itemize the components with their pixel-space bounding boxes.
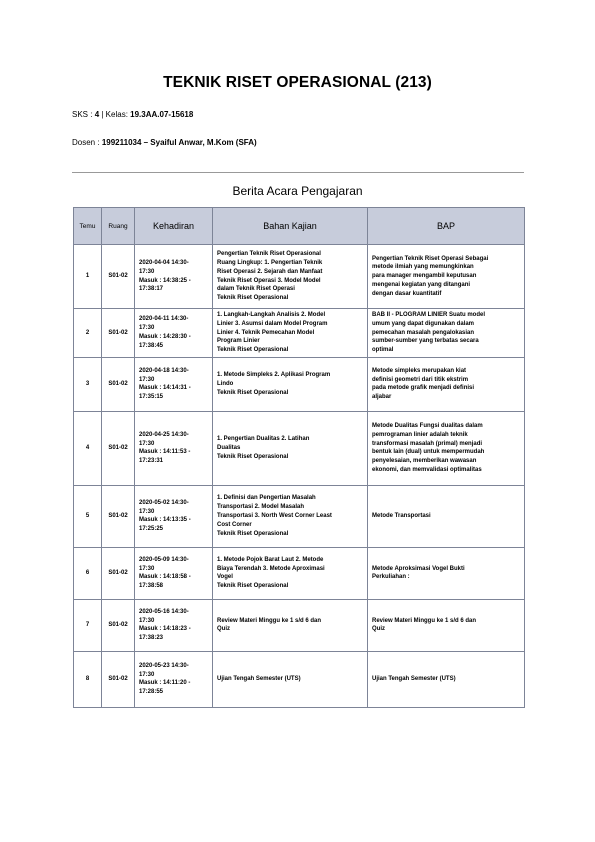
- cell-ruang-text: S01-02: [108, 381, 128, 388]
- cell-temu-text: 2: [85, 329, 90, 336]
- cell-temu: [74, 357, 102, 411]
- table-row: [74, 309, 525, 358]
- cell-ruang-text: S01-02: [108, 676, 128, 683]
- table-header-row: [74, 208, 525, 245]
- cell-bap: [368, 485, 525, 547]
- cell-ruang: [102, 245, 135, 309]
- cell-ruang: [102, 651, 135, 707]
- cell-bahan-kajian: [213, 547, 368, 599]
- cell-bahan-kajian-text: 1. Langkah-Langkah Analisis 2. Model Linier 3. Asumsi dalam Model Program Linier 4. Teknik Pemecahan Model Program Linier Teknik Riset Operasional: [217, 312, 328, 354]
- header-temu: Temu: [74, 208, 102, 245]
- cell-bap: [368, 411, 525, 485]
- cell-bahan-kajian: [213, 485, 368, 547]
- cell-kehadiran-text: 2020-04-04 14:30- 17:30 Masuk : 14:38:25 - 17:38:17: [139, 259, 191, 293]
- cell-ruang-text: S01-02: [108, 513, 128, 520]
- cell-kehadiran-text: 2020-05-23 14:30- 17:30 Masuk : 14:11:20 - 17:28:55: [139, 662, 191, 696]
- cell-ruang-text: S01-02: [108, 570, 128, 577]
- cell-bap-text: Metode Transportasi: [372, 513, 431, 520]
- cell-kehadiran-text: 2020-05-02 14:30- 17:30 Masuk : 14:13:35 - 17:25:25: [139, 499, 191, 533]
- cell-bap-text: Pengertian Teknik Riset Operasi Sebagai metode ilmiah yang memungkinkan para manager mengambil keputusan mengenai kegiatan yang ditangani dengan dasar kuantitatif: [372, 255, 489, 297]
- cell-temu-text: 6: [85, 570, 90, 577]
- cell-kehadiran: [135, 245, 213, 309]
- cell-bahan-kajian: [213, 599, 368, 651]
- dosen-label: Dosen :: [72, 138, 100, 147]
- cell-bap: [368, 651, 525, 707]
- cell-temu-text: 8: [85, 676, 90, 683]
- cell-temu: [74, 651, 102, 707]
- cell-bap-text: Metode Aproksimasi Vogel Bukti Perkuliahan :: [372, 565, 465, 581]
- cell-kehadiran-text: 2020-04-18 14:30- 17:30 Masuk : 14:14:31 - 17:35:15: [139, 367, 191, 401]
- cell-bahan-kajian: [213, 357, 368, 411]
- cell-bap: [368, 309, 525, 358]
- cell-kehadiran: [135, 547, 213, 599]
- cell-bap-text: Ujian Tengah Semester (UTS): [372, 676, 456, 683]
- teaching-record-table: [73, 207, 525, 708]
- cell-bap: [368, 245, 525, 309]
- table-row: [74, 599, 525, 651]
- divider: [72, 172, 524, 173]
- table-row: [74, 651, 525, 707]
- cell-kehadiran: [135, 599, 213, 651]
- cell-bap: [368, 599, 525, 651]
- cell-bahan-kajian-text: 1. Pengertian Dualitas 2. Latihan Dualitas Teknik Riset Operasional: [217, 436, 310, 460]
- cell-temu-text: 4: [85, 445, 90, 452]
- table-row: [74, 411, 525, 485]
- cell-kehadiran: [135, 651, 213, 707]
- cell-temu-text: 5: [85, 513, 90, 520]
- cell-bap: [368, 357, 525, 411]
- table-row: [74, 547, 525, 599]
- table-row: [74, 485, 525, 547]
- cell-ruang: [102, 547, 135, 599]
- cell-bap-text: Review Materi Minggu ke 1 s/d 6 dan Quiz: [372, 617, 477, 633]
- document-title: TEKNIK RISET OPERASIONAL (213): [163, 74, 432, 91]
- cell-ruang: [102, 485, 135, 547]
- course-info-line: [72, 110, 193, 119]
- table-row: [74, 357, 525, 411]
- cell-ruang: [102, 309, 135, 358]
- cell-ruang-text: S01-02: [108, 273, 128, 280]
- cell-ruang: [102, 599, 135, 651]
- header-bap: BAP: [368, 208, 525, 245]
- cell-temu: [74, 485, 102, 547]
- cell-bahan-kajian-text: Pengertian Teknik Riset Operasional Ruang Lingkup: 1. Pengertian Teknik Riset Operasi 2. Sejarah dan Manfaat Teknik Riset Operasi 3. Model Model dalam Teknik Riset Operasi Teknik Riset Operasional: [217, 251, 323, 302]
- cell-bahan-kajian-text: Ujian Tengah Semester (UTS): [217, 676, 301, 683]
- header-bahan-kajian: Bahan Kajian: [213, 208, 368, 245]
- sks-value: 4: [94, 110, 100, 119]
- cell-bahan-kajian: [213, 651, 368, 707]
- cell-bap-text: Metode simpleks merupakan kiat definisi geometri dari titik ekstrim pada metode grafik menjadi definisi aljabar: [372, 367, 475, 401]
- cell-temu: [74, 411, 102, 485]
- lecturer-info-line: [72, 138, 257, 147]
- cell-bahan-kajian: [213, 411, 368, 485]
- cell-temu-text: 3: [85, 381, 90, 388]
- cell-bahan-kajian: [213, 245, 368, 309]
- cell-temu: [74, 547, 102, 599]
- cell-bahan-kajian-text: 1. Definisi dan Pengertian Masalah Transportasi 2. Model Masalah Transportasi 3. North West Corner Least Cost Corner Teknik Riset Operasional: [217, 495, 332, 537]
- table-row: [74, 245, 525, 309]
- cell-bahan-kajian: [213, 309, 368, 358]
- cell-bahan-kajian-text: 1. Metode Simpleks 2. Aplikasi Program Lindo Teknik Riset Operasional: [217, 372, 331, 396]
- cell-ruang: [102, 357, 135, 411]
- cell-kehadiran: [135, 309, 213, 358]
- cell-kehadiran-text: 2020-05-16 14:30- 17:30 Masuk : 14:18:23 - 17:38:23: [139, 608, 191, 642]
- cell-bap-text: Metode Dualitas Fungsi dualitas dalam pemrograman linier adalah teknik transformasi masalah (primal) menjadi bentuk lain (dual) untuk mempermudah penyelesaian, memberikan wawasan ekonomi, dan memvalidasi optimalitas: [372, 423, 485, 474]
- cell-kehadiran-text: 2020-04-25 14:30- 17:30 Masuk : 14:11:53 - 17:23:31: [139, 431, 191, 465]
- cell-temu: [74, 309, 102, 358]
- kelas-label: | Kelas:: [101, 110, 128, 119]
- cell-bap-text: BAB II - PLOGRAM LINIER Suatu model umum yang dapat digunakan dalam pemecahan masalah pengalokasian sumber-sumber yang terbatas secara optimal: [372, 312, 486, 354]
- cell-temu-text: 7: [85, 622, 90, 629]
- cell-temu-text: 1: [85, 273, 90, 280]
- cell-kehadiran: [135, 485, 213, 547]
- cell-ruang-text: S01-02: [108, 329, 128, 336]
- cell-kehadiran-text: 2020-05-09 14:30- 17:30 Masuk : 14:18:58 - 17:38:58: [139, 556, 191, 590]
- cell-bap: [368, 547, 525, 599]
- cell-kehadiran: [135, 411, 213, 485]
- cell-bahan-kajian-text: 1. Metode Pojok Barat Laut 2. Metode Biaya Terendah 3. Metode Aproximasi Vogel Teknik Riset Operasional: [217, 556, 325, 590]
- cell-bahan-kajian-text: Review Materi Minggu ke 1 s/d 6 dan Quiz: [217, 617, 322, 633]
- cell-kehadiran-text: 2020-04-11 14:30- 17:30 Masuk : 14:28:30 - 17:38:45: [139, 316, 191, 349]
- sks-label: SKS :: [72, 110, 93, 119]
- section-title: Berita Acara Pengajaran: [232, 184, 363, 198]
- cell-ruang-text: S01-02: [108, 622, 128, 629]
- dosen-value: 199211034 – Syaiful Anwar, M.Kom (SFA): [101, 138, 257, 147]
- cell-temu: [74, 245, 102, 309]
- cell-temu: [74, 599, 102, 651]
- header-kehadiran: Kehadiran: [135, 208, 213, 245]
- header-ruang: Ruang: [102, 208, 135, 245]
- cell-ruang: [102, 411, 135, 485]
- cell-ruang-text: S01-02: [108, 445, 128, 452]
- cell-kehadiran: [135, 357, 213, 411]
- kelas-value: 19.3AA.07-15618: [130, 110, 194, 119]
